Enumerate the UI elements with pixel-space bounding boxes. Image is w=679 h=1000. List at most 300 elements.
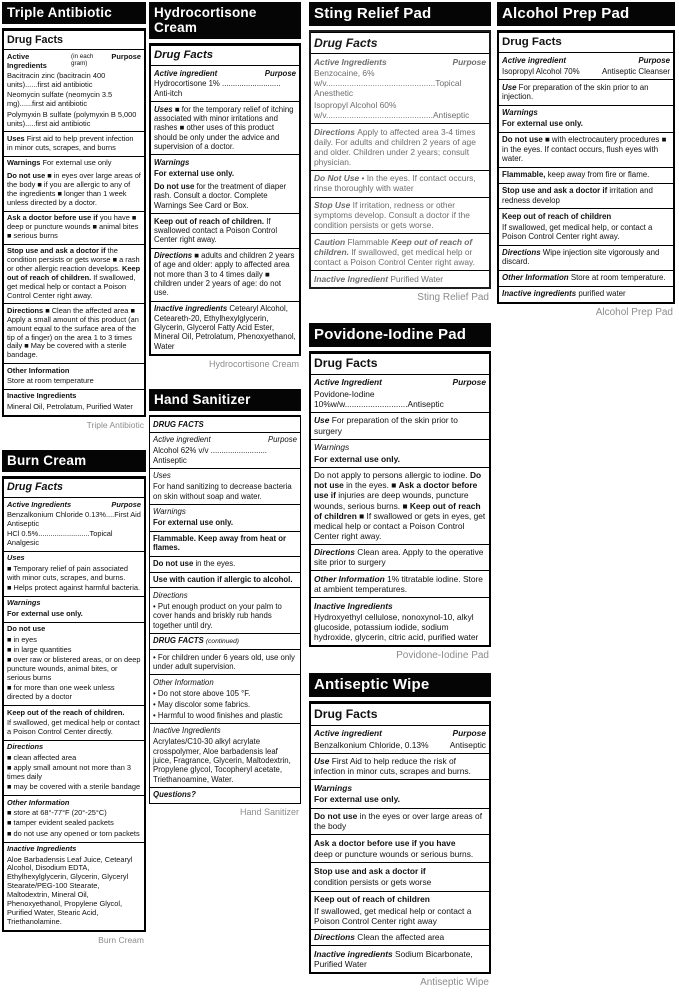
facts-paragraph xyxy=(7,646,141,655)
facts-paragraph xyxy=(153,636,297,646)
text-run: • Do not store above 105 °F. xyxy=(153,688,251,698)
text-run: Povidone-Iodine 10%w/w...........................Antiseptic xyxy=(314,388,444,409)
facts-paragraph xyxy=(7,599,141,608)
product-title: Triple Antibiotic xyxy=(2,2,146,24)
facts-section xyxy=(4,596,144,622)
facts-section xyxy=(311,725,489,753)
drug-facts-box xyxy=(2,28,146,417)
text-run: Inactive ingredients xyxy=(314,948,395,959)
text-run: Apply to affected area 3-4 times daily. For adults and children 2 years of age and older. Children under 2 years; consult physician. xyxy=(314,126,476,167)
facts-paragraph xyxy=(7,34,141,47)
text-run: Do not use xyxy=(153,559,196,569)
text-run: Purpose xyxy=(452,728,486,739)
text-run: For external use only. xyxy=(314,794,400,805)
text-run: Warnings xyxy=(7,158,43,168)
facts-paragraph xyxy=(154,69,296,78)
text-run: Flammable xyxy=(347,236,392,247)
facts-section xyxy=(311,929,489,946)
text-run: Keep out of reach of children xyxy=(502,211,612,221)
facts-paragraph xyxy=(7,135,141,153)
facts-paragraph xyxy=(314,454,486,464)
facts-section xyxy=(499,270,673,286)
text-run: Use with caution if allergic to alcohol. xyxy=(153,575,293,585)
facts-section xyxy=(150,556,300,572)
facts-paragraph xyxy=(502,248,670,267)
facts-section xyxy=(150,633,300,649)
text-run: Purpose xyxy=(264,68,296,78)
drug-facts-box xyxy=(497,30,675,304)
text-run: Purified Water xyxy=(390,273,444,284)
facts-paragraph xyxy=(7,403,141,412)
facts-section xyxy=(311,597,489,645)
facts-section xyxy=(151,213,299,248)
facts-paragraph xyxy=(502,119,670,128)
text-run: For external use only. xyxy=(502,119,583,129)
product-title: Hydrocortisone Cream xyxy=(149,2,301,39)
facts-section xyxy=(150,504,300,531)
text-run: Store at room temperature. xyxy=(570,273,666,283)
facts-paragraph xyxy=(153,726,297,735)
text-run: Keep out of reach of children. xyxy=(314,236,473,257)
facts-paragraph xyxy=(153,559,297,568)
product-label xyxy=(497,2,675,318)
facts-paragraph xyxy=(314,906,486,926)
text-run: • Harmful to wood finishes and plastic xyxy=(153,710,283,720)
text-run: Do not use xyxy=(7,171,48,180)
text-run: ■ for the temporary relief of itching associated with minor irritations and rashes ■ other uses of this product should be only under the advice and supervision of a doctor. xyxy=(154,104,294,151)
text-run: Acrylates/C10-30 alkyl acrylate crosspolymer, Aloe barbadensis leaf juice, Fragrance, Glycerin, Maltodextrin, Propylene glycol, Tocopheryl acetate, Triethanoamine, Water. xyxy=(153,737,291,784)
text-run: • For children under 6 years old, use only under adult supervision. xyxy=(153,652,295,672)
facts-paragraph xyxy=(153,678,297,687)
facts-paragraph xyxy=(7,511,141,529)
drug-facts-box xyxy=(149,43,301,356)
facts-paragraph xyxy=(7,845,141,854)
text-run: Inactive Ingredients xyxy=(314,600,393,611)
text-run: • May discolor some fabrics. xyxy=(153,699,251,709)
facts-paragraph xyxy=(153,575,297,584)
text-run: Alcohol 62% v/v .......................... Antiseptic xyxy=(153,446,267,465)
text-run: Active Ingredient xyxy=(314,377,382,388)
facts-paragraph xyxy=(7,584,141,593)
text-run: ■ Clean the affected area ■ Apply a small amount of this product (an amount equal to the surface area of the tip of a finger) on the area 1 to 3 times daily ■ May be covered with a sterile bandage. xyxy=(7,305,139,360)
facts-paragraph xyxy=(7,307,141,360)
text-run: Benzalkonium Chloride, 0.13% xyxy=(314,739,429,750)
facts-paragraph xyxy=(153,591,297,600)
product-caption: Burn Cream xyxy=(98,934,144,945)
facts-section xyxy=(150,649,300,674)
facts-section xyxy=(150,531,300,556)
text-run: in the eyes. xyxy=(195,559,236,569)
facts-paragraph xyxy=(7,172,141,208)
drug-facts-box xyxy=(149,415,301,804)
facts-paragraph xyxy=(314,728,486,738)
text-run: • In the eyes. If contact occurs, rinse thoroughly with water xyxy=(314,173,476,194)
text-run: Questions? xyxy=(153,790,196,800)
facts-paragraph xyxy=(314,173,486,193)
facts-section xyxy=(4,705,144,740)
text-run: Neomycin sulfate (neomycin 3.5 mg)......first aid antibiotic xyxy=(7,90,113,109)
text-run: Warnings xyxy=(154,157,190,167)
text-run: For preparation of the skin prior to surgery xyxy=(314,415,458,436)
text-run: Keep out of the reach of children. xyxy=(7,707,125,717)
text-run: ■ with electrocautery procedures ■ in the eyes. If contact occurs, flush eyes with water. xyxy=(502,135,667,164)
facts-section xyxy=(311,197,489,234)
facts-paragraph xyxy=(502,56,670,65)
facts-section xyxy=(311,32,489,53)
facts-paragraph xyxy=(7,481,141,494)
facts-section xyxy=(311,123,489,170)
product-caption: Hand Sanitizer xyxy=(239,806,299,817)
facts-section xyxy=(150,787,300,803)
product-label xyxy=(2,450,146,945)
facts-section xyxy=(150,674,300,722)
facts-paragraph xyxy=(7,754,141,763)
text-run: Drug Facts xyxy=(7,481,63,494)
facts-paragraph xyxy=(314,547,486,567)
facts-paragraph xyxy=(314,794,486,804)
text-run: ■ do not use any opened or torn packets xyxy=(7,828,140,838)
text-run: Directions xyxy=(314,547,358,558)
facts-section xyxy=(4,842,144,930)
text-run: Use xyxy=(314,756,332,767)
facts-section xyxy=(4,211,144,244)
facts-paragraph xyxy=(7,809,141,818)
facts-section xyxy=(4,131,144,155)
facts-paragraph xyxy=(314,849,486,859)
text-run: deep or puncture wounds or serious burns. xyxy=(314,849,474,860)
facts-paragraph xyxy=(7,392,141,401)
facts-paragraph xyxy=(7,72,141,90)
facts-section xyxy=(4,389,144,415)
product-caption: Antiseptic Wipe xyxy=(420,976,489,988)
text-run: • Put enough product on your palm to cover hands and briskly rub hands together until dry. xyxy=(153,601,282,630)
text-run: Ask a doctor before use if xyxy=(314,480,478,501)
facts-paragraph xyxy=(314,811,486,831)
text-run: Active Ingredients xyxy=(7,51,47,70)
facts-paragraph xyxy=(7,819,141,828)
text-run: ■ adults and children 2 years of age and older: apply to affected area not more than 3 to 4 times daily ■ children under 2 years of age: do not use. xyxy=(154,251,295,298)
text-run: Store at room temperature xyxy=(7,376,94,385)
text-run: ■ in large quantities xyxy=(7,644,72,654)
text-run: If swallowed, get medical help or contact a Poison Control Center directly. xyxy=(7,718,140,736)
facts-section xyxy=(4,478,144,497)
text-run: Directions xyxy=(154,251,195,261)
facts-paragraph xyxy=(314,442,486,452)
facts-paragraph xyxy=(153,482,297,501)
facts-section xyxy=(311,53,489,123)
text-run: in the eyes or over large areas of the body xyxy=(314,811,483,832)
text-run: for the treatment of diaper rash. Consult a doctor. Complete Warnings See Card or Box. xyxy=(154,182,287,210)
text-run: ■ in eyes xyxy=(7,634,37,644)
facts-section xyxy=(311,570,489,597)
product-title: Antiseptic Wipe xyxy=(309,673,491,697)
product-caption: Povidone-Iodine Pad xyxy=(396,650,489,662)
text-run: Polymyxin B sulfate (polymyxin B 5,000 units).....first aid antibiotic xyxy=(7,109,137,128)
facts-section xyxy=(4,740,144,795)
facts-paragraph xyxy=(7,53,141,71)
text-run: Other Information xyxy=(314,573,388,584)
facts-section xyxy=(311,412,489,439)
text-run: Stop use and ask a doctor if xyxy=(314,865,426,876)
text-run: Ask a doctor before use if xyxy=(7,213,100,222)
text-run: Drug Facts xyxy=(314,706,378,721)
facts-paragraph xyxy=(314,866,486,876)
text-run: For external use only xyxy=(42,158,112,168)
facts-paragraph xyxy=(7,214,141,241)
drug-facts-box xyxy=(309,351,491,648)
facts-paragraph xyxy=(314,601,486,611)
text-run: Benzocaine, 6% w/v...............................................Topical Anesthetic xyxy=(314,68,462,99)
text-run: Drug Facts xyxy=(7,33,63,46)
facts-paragraph xyxy=(7,159,141,168)
facts-section xyxy=(499,245,673,270)
sheet-column xyxy=(2,2,146,957)
facts-section xyxy=(4,795,144,842)
facts-section xyxy=(311,862,489,890)
facts-paragraph xyxy=(7,565,141,583)
facts-section xyxy=(150,587,300,632)
text-run: Directions xyxy=(7,305,46,315)
facts-paragraph xyxy=(314,36,486,51)
text-run: Uses xyxy=(7,133,27,143)
facts-section xyxy=(151,154,299,213)
text-run: Mineral Oil, Petrolatum, Purified Water xyxy=(7,401,133,411)
facts-section xyxy=(311,544,489,571)
text-run: ■ store at 68°-77°F (20°-25°C) xyxy=(7,808,107,817)
facts-section xyxy=(311,270,489,287)
facts-paragraph xyxy=(314,127,486,167)
text-run: Use xyxy=(314,415,332,426)
text-run: Wipe injection site vigorously and discard. xyxy=(502,248,660,267)
facts-section xyxy=(4,30,144,49)
text-run: Directions xyxy=(314,932,358,943)
text-run: Stop use and ask a doctor if xyxy=(7,246,108,256)
text-run: Other Information xyxy=(153,677,214,687)
facts-paragraph xyxy=(7,856,141,927)
facts-paragraph xyxy=(7,743,141,752)
facts-paragraph xyxy=(7,684,141,702)
text-run: Warnings xyxy=(314,782,353,793)
facts-paragraph xyxy=(154,105,296,152)
text-run: ■ apply small amount not more than 3 times daily xyxy=(7,763,132,781)
text-run: Do not use xyxy=(314,470,482,491)
facts-paragraph xyxy=(502,186,670,205)
text-run: (in each gram) xyxy=(70,52,94,68)
text-run: Drug Facts xyxy=(314,35,378,50)
text-run: ■ Temporary relief of pain associated with minor cuts, scrapes, and burns. xyxy=(7,563,128,582)
text-run: Inactive Ingredients xyxy=(7,844,77,854)
product-label xyxy=(309,673,491,988)
text-run: condition persists or gets worse xyxy=(314,877,432,888)
text-run: Purpose xyxy=(638,55,670,65)
facts-paragraph xyxy=(314,612,486,642)
text-run: Warnings xyxy=(153,507,186,517)
text-run: Ask a doctor before use if you have xyxy=(314,837,456,848)
facts-paragraph xyxy=(314,237,486,267)
facts-paragraph xyxy=(153,700,297,709)
facts-paragraph xyxy=(154,79,296,98)
facts-paragraph xyxy=(314,68,486,98)
facts-paragraph xyxy=(502,223,670,242)
facts-section xyxy=(499,132,673,167)
text-run: Purpose xyxy=(111,51,141,61)
facts-paragraph xyxy=(7,656,141,683)
text-run: Warnings xyxy=(502,108,538,118)
facts-section xyxy=(499,52,673,79)
facts-paragraph xyxy=(314,894,486,904)
facts-paragraph xyxy=(502,108,670,117)
facts-paragraph xyxy=(502,67,670,76)
text-run: Directions xyxy=(502,248,543,257)
facts-paragraph xyxy=(314,377,486,387)
facts-paragraph xyxy=(314,740,486,750)
product-label xyxy=(2,2,146,430)
facts-paragraph xyxy=(314,415,486,435)
facts-paragraph xyxy=(7,719,141,737)
text-run: DRUG FACTS xyxy=(153,636,206,646)
facts-paragraph xyxy=(7,625,141,634)
text-run: Do not use xyxy=(154,182,197,191)
facts-paragraph xyxy=(153,435,297,444)
facts-section xyxy=(311,891,489,929)
text-run: Drug Facts xyxy=(154,48,214,61)
facts-section xyxy=(311,703,489,724)
facts-paragraph xyxy=(7,764,141,782)
facts-section xyxy=(311,834,489,862)
product-title: Sting Relief Pad xyxy=(309,2,491,26)
text-run: ■ clean affected area xyxy=(7,752,77,762)
sheet-column xyxy=(497,2,675,330)
text-run: Directions xyxy=(153,590,188,600)
facts-paragraph xyxy=(314,756,486,776)
facts-section xyxy=(150,468,300,504)
facts-section xyxy=(499,286,673,302)
facts-paragraph xyxy=(7,91,141,109)
text-run: Isopropyl Alcohol 70% xyxy=(502,66,580,76)
drug-facts-box xyxy=(309,30,491,289)
text-run: If swallowed contact a Poison Control Center right away. xyxy=(154,216,278,245)
facts-paragraph xyxy=(154,304,296,351)
facts-paragraph xyxy=(153,737,297,784)
facts-paragraph xyxy=(7,709,141,718)
text-run: Antiseptic xyxy=(449,739,486,750)
text-run: Active Ingredients xyxy=(314,56,387,67)
facts-section xyxy=(499,105,673,132)
text-run: ■ Helps protect against harmful bacteria. xyxy=(7,583,141,592)
product-caption: Sting Relief Pad xyxy=(417,291,489,303)
product-label xyxy=(309,2,491,303)
facts-paragraph xyxy=(154,217,296,245)
facts-paragraph xyxy=(7,501,141,510)
text-run: Do not apply to persons allergic to iodine. xyxy=(314,470,470,481)
facts-paragraph xyxy=(314,932,486,942)
facts-section xyxy=(311,233,489,270)
text-run: ■ in eyes over large areas of the body ■ if you are allergic to any of the ingredients ■ longer than 1 week unless directed by a doctor. xyxy=(7,171,141,207)
text-run: Do not use xyxy=(314,811,360,822)
facts-section xyxy=(4,497,144,551)
facts-section xyxy=(499,208,673,244)
text-run: Use xyxy=(502,82,519,92)
facts-paragraph xyxy=(7,247,141,300)
sheet-column xyxy=(309,2,491,1000)
facts-paragraph xyxy=(314,949,486,969)
facts-paragraph xyxy=(154,182,296,210)
facts-paragraph xyxy=(153,507,297,516)
facts-paragraph xyxy=(153,420,297,429)
facts-section xyxy=(311,439,489,467)
text-run: HCl 0.5%.........................Topical Analgesic xyxy=(7,529,113,547)
text-run: Active ingredient xyxy=(154,68,218,78)
facts-paragraph xyxy=(153,689,297,698)
text-run: Cetearyl Alcohol, Ceteareth-20, Ethylhexylglycerin, Glycerin, Glycerol Fatty Acid Ester, Mineral Oil, Petrolatum, Phenoxyethanol, Water xyxy=(154,304,296,351)
text-run: Hydrocortisone 1% ........................... Anti-itch xyxy=(154,79,281,98)
text-run: Warnings xyxy=(7,598,41,608)
text-run: Isopropyl Alcohol 60% w/v..............................................Antiseptic xyxy=(314,99,470,121)
facts-paragraph xyxy=(502,135,670,163)
text-run: Clean area. Apply to the operative site prior to surgery xyxy=(314,547,484,568)
facts-section xyxy=(4,363,144,389)
text-run: Purpose xyxy=(452,377,486,388)
text-run: Inactive Ingredients xyxy=(7,391,77,401)
facts-section xyxy=(151,301,299,354)
facts-paragraph xyxy=(502,83,670,102)
facts-paragraph xyxy=(314,57,486,67)
facts-section xyxy=(151,65,299,101)
facts-paragraph xyxy=(7,610,141,619)
text-run: For external use only. xyxy=(7,608,83,618)
facts-section xyxy=(151,101,299,154)
text-run: For hand sanitizing to decrease bacteria on skin without soap and water. xyxy=(153,482,292,501)
facts-section xyxy=(311,374,489,412)
facts-paragraph xyxy=(314,389,486,409)
text-run: For preparation of the skin prior to an injection. xyxy=(502,82,649,102)
facts-section xyxy=(151,248,299,301)
text-run: Active ingredient xyxy=(153,435,211,445)
text-run: ■ over raw or blistered areas, or on deep puncture wounds, animal bites, or serious burns xyxy=(7,655,141,682)
product-caption: Hydrocortisone Cream xyxy=(208,359,299,369)
text-run: For external use only. xyxy=(153,518,234,528)
facts-paragraph xyxy=(502,212,670,221)
facts-paragraph xyxy=(7,783,141,792)
facts-paragraph xyxy=(153,471,297,480)
product-title: Povidone-Iodine Pad xyxy=(309,323,491,347)
text-run: Inactive ingredients xyxy=(154,304,230,314)
text-run: If swallowed, get medical help or contact a Poison Control Center right away. xyxy=(7,272,136,300)
text-run: Sodium Bicarbonate, Purified Water xyxy=(314,948,473,969)
facts-paragraph xyxy=(154,49,296,63)
text-run: If irritation, redness or other symptoms develop. Consult a doctor if the condition persists or gets worse. xyxy=(314,200,470,231)
text-run: 1% titratable iodine. Store at ambient temperatures. xyxy=(314,573,483,595)
text-run: ■ for more than one week unless directed by a doctor xyxy=(7,683,115,702)
facts-paragraph xyxy=(7,636,141,645)
text-run: Warnings xyxy=(314,442,350,453)
product-caption: Triple Antibiotic xyxy=(86,419,144,430)
text-run: injuries are deep wounds, puncture wounds, serious burns. ■ xyxy=(314,490,469,511)
sheet-column xyxy=(149,2,301,829)
facts-section xyxy=(311,467,489,544)
facts-paragraph xyxy=(153,711,297,720)
text-run: Directions xyxy=(7,742,44,752)
text-run: Keep out of reach of children. xyxy=(154,216,267,226)
text-run: Keep out of reach of children xyxy=(314,500,481,521)
facts-section xyxy=(499,32,673,52)
text-run: Clean the affected area xyxy=(357,932,445,943)
text-run: Uses xyxy=(7,553,25,563)
text-run: Purpose xyxy=(111,499,141,509)
facts-paragraph xyxy=(502,170,670,179)
text-run: First aid to help prevent infection in minor cuts, scrapes, and burns xyxy=(7,133,134,152)
text-run: Purpose xyxy=(452,56,486,67)
